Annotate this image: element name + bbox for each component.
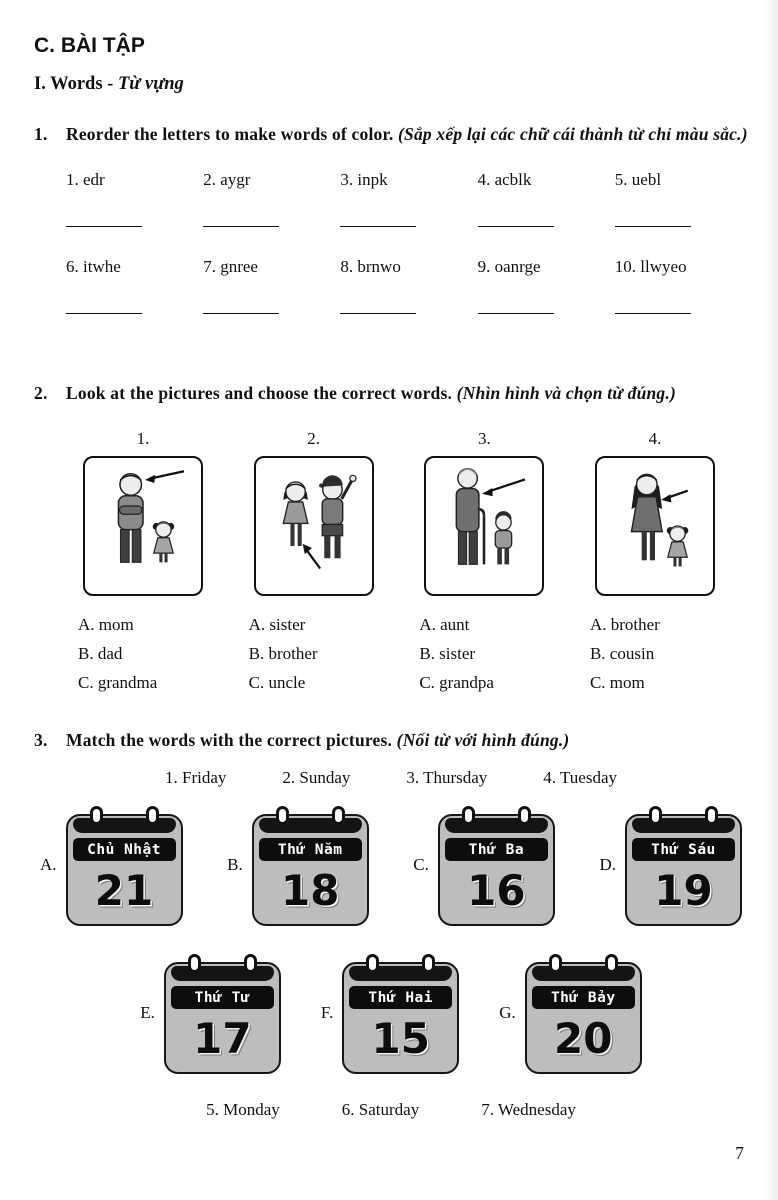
scramble-item [66,257,193,344]
exercise-3-heading [34,727,748,754]
answer-blank [203,226,279,227]
option: B. brother [248,644,318,664]
calendar-item-a [40,804,183,926]
calendar-letter: B. [227,855,243,875]
answer-blank [478,313,554,314]
option: A. brother [589,615,660,635]
picture-4-options [590,610,660,697]
binder-ring-icon [605,954,618,973]
calendar-top-band [445,818,548,833]
binder-ring-icon [244,954,257,973]
exercise-1-items [66,170,742,344]
scramble-item [203,257,330,344]
scramble-item [478,257,605,344]
calendar-date: 21 [94,866,154,916]
calendar-picture [625,814,742,926]
option: C. grandpa [419,673,494,693]
scramble-item [615,170,742,257]
calendar-letter: F. [320,1003,334,1023]
calendar-date: 17 [193,1014,252,1064]
option: B. dad [78,644,123,664]
picture-column-2 [235,429,393,697]
exercise-2-text-vi: (Nhìn hình và chọn từ đúng.) [456,383,676,404]
day-word: 4. Tuesday [543,768,617,788]
option: A. sister [248,615,306,635]
scramble-item [203,170,330,257]
picture-4-label: 4. [648,429,662,449]
answer-blank [340,226,416,227]
day-word: 2. Sunday [282,768,351,788]
family-picture-1 [83,456,203,596]
day-words-top [34,768,748,788]
day-word: 6. Saturday [341,1100,420,1120]
binder-ring-icon [90,806,103,825]
exercise-3-text-en: Match the words with the correct pictures. [66,730,393,751]
exercise-1-text-vi: (Sắp xếp lại các chữ cái thành từ chỉ màu sắc.) [397,124,748,144]
scramble-word: 4. acblk [477,170,532,190]
calendar-item-g [499,952,642,1074]
calendar-row-2 [34,952,748,1074]
calendar-picture [164,962,281,1074]
answer-blank [66,226,142,227]
day-words-bottom [34,1100,748,1120]
scramble-word: 6. itwhe [66,257,121,277]
picture-column-3 [405,429,563,697]
calendar-picture [66,814,183,926]
calendar-item-c [413,804,555,926]
scramble-word: 1. edr [66,170,105,190]
calendar-day-name: Thứ Ba [445,838,548,861]
scramble-word: 3. inpk [340,170,388,190]
binder-ring-icon [366,954,379,973]
calendar-date: 19 [654,866,713,916]
day-word: 7. Wednesday [481,1100,576,1120]
scan-edge-shading [764,0,778,1200]
calendar-item-b [227,804,369,926]
calendar-top-band [532,966,635,981]
scramble-word: 5. uebl [614,170,662,190]
scramble-item [340,257,467,344]
calendar-picture [525,962,642,1074]
picture-3-label: 3. [477,429,491,449]
calendar-date: 18 [280,866,340,916]
scramble-item [615,257,742,344]
calendar-date: 16 [467,866,526,916]
calendar-picture [342,962,459,1074]
grandpa-and-boy-illustration [432,462,536,590]
scramble-item [478,170,605,257]
binder-ring-icon [649,806,662,825]
answer-blank [615,226,691,227]
girl-and-boy-illustration [262,462,366,590]
day-word: 3. Thursday [406,768,488,788]
calendar-day-name: Thứ Năm [259,838,362,861]
day-word: 1. Friday [165,768,227,788]
calendar-top-band [73,818,176,833]
section-title: C. BÀI TẬP [34,34,145,57]
calendar-letter: G. [499,1003,516,1023]
calendar-letter: C. [413,855,429,875]
scramble-word: 2. aygr [203,170,251,190]
scramble-word: 10. llwyeo [614,257,687,277]
subsection-label: I. Words - [34,74,114,94]
dad-and-girl-illustration [91,462,195,590]
option: A. aunt [419,615,470,635]
answer-blank [203,313,279,314]
page-number: 7 [735,1143,744,1163]
calendar-day-name: Thứ Hai [349,986,452,1009]
subsection-title [34,74,748,95]
calendar-day-name: Thứ Bảy [532,986,635,1009]
calendar-top-band [259,818,362,833]
calendar-letter: A. [40,855,57,875]
family-picture-2 [254,456,374,596]
calendar-picture [252,814,369,926]
picture-2-label: 2. [307,429,321,449]
binder-ring-icon [549,954,562,973]
exercise-1-text-en: Reorder the letters to make words of color. [66,124,394,144]
answer-blank [340,313,416,314]
picture-1-options [78,610,157,697]
scramble-word: 7. gnree [203,257,258,277]
calendar-item-f [321,952,459,1074]
scramble-item [66,170,193,257]
exercise-1-heading [34,121,748,148]
binder-ring-icon [276,806,289,825]
binder-ring-icon [518,806,531,825]
binder-ring-icon [422,954,435,973]
exercise-2-text [66,380,748,407]
day-word: 5. Monday [206,1100,280,1120]
exercise-1-text [66,121,748,148]
picture-column-4 [576,429,734,697]
picture-3-options [419,610,494,697]
picture-1-label: 1. [136,429,150,449]
binder-ring-icon [146,806,159,825]
binder-ring-icon [462,806,475,825]
answer-blank [66,313,142,314]
calendar-picture [438,814,555,926]
calendar-row-1 [34,804,748,926]
binder-ring-icon [705,806,718,825]
picture-2-options [249,610,318,697]
calendar-letter: E. [140,1003,155,1023]
option: C. mom [589,673,645,693]
calendar-top-band [349,966,452,981]
scramble-word: 9. oanrge [477,257,541,277]
family-picture-4 [595,456,715,596]
answer-blank [478,226,554,227]
calendar-day-name: Thứ Sáu [632,838,735,861]
calendar-letter: D. [599,855,616,875]
exercise-3-text-vi: (Nối từ với hình đúng.) [396,730,570,751]
calendar-item-e [140,952,281,1074]
option: A. mom [78,615,134,635]
calendar-date: 15 [371,1014,430,1064]
picture-column-1 [64,429,222,697]
scramble-word: 8. brnwo [340,257,401,277]
scramble-item [340,170,467,257]
calendar-day-name: Thứ Tư [171,986,274,1009]
answer-blank [615,313,691,314]
option: C. uncle [248,673,306,693]
exercise-3-text [66,727,748,754]
exercise-2-heading [34,380,748,407]
exercise-3-number: 3. [34,730,48,751]
calendar-day-name: Chủ Nhật [73,838,176,861]
binder-ring-icon [332,806,345,825]
binder-ring-icon [188,954,201,973]
mom-and-girl-illustration [603,462,707,590]
calendar-top-band [171,966,274,981]
exercise-2-number: 2. [34,383,48,404]
option: B. sister [419,644,476,664]
exercise-2-text-en: Look at the pictures and choose the correct words. [66,383,453,404]
calendar-date: 20 [554,1014,613,1064]
option: C. grandma [78,673,158,693]
subsection-vietnamese: Từ vựng [117,74,184,94]
family-picture-3 [424,456,544,596]
calendar-top-band [632,818,735,833]
option: B. cousin [589,644,655,664]
calendar-item-d [599,804,742,926]
exercise-2-pictures [34,429,748,697]
exercise-1-number: 1. [34,124,48,144]
